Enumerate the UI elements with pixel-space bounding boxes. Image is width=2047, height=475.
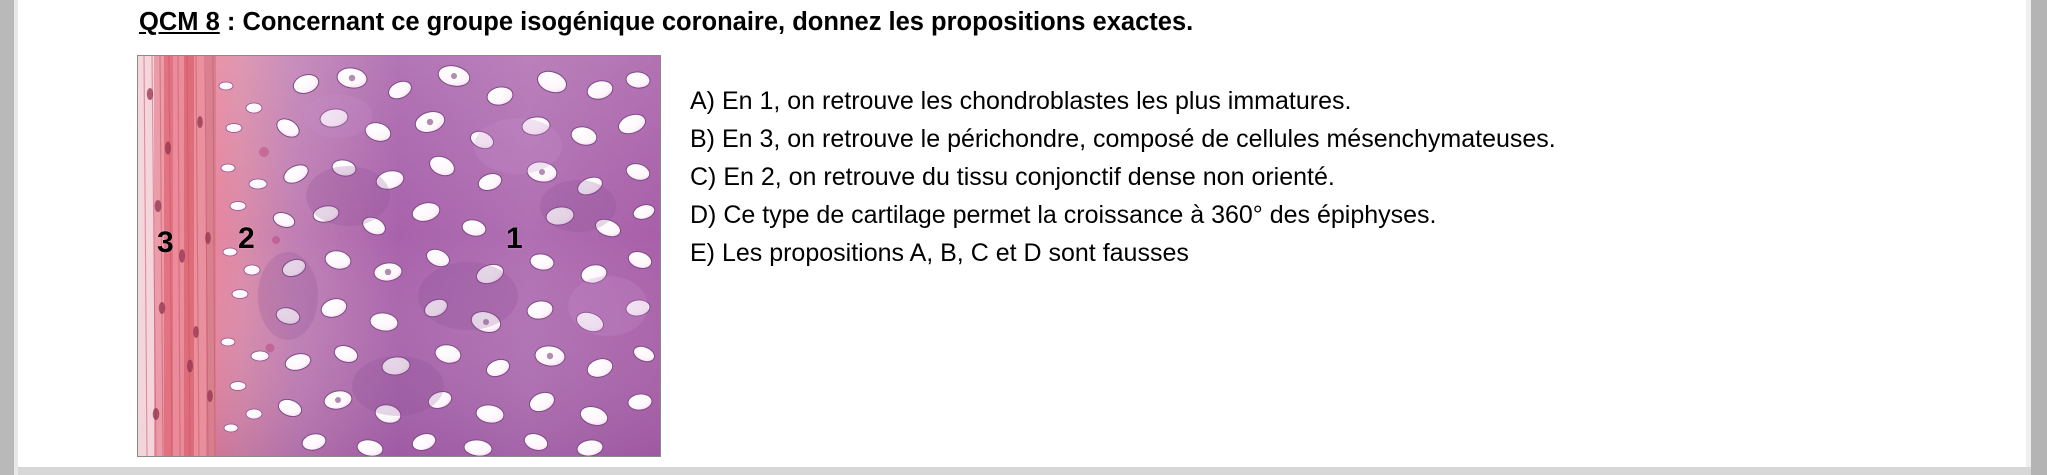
- question-separator: :: [219, 8, 243, 36]
- figure-marker-3: 3: [157, 226, 174, 259]
- histology-image: [138, 56, 660, 456]
- figure-marker-1: 1: [506, 222, 523, 255]
- page-edge-right: [2031, 0, 2047, 475]
- question-number: QCM 8: [139, 8, 220, 36]
- histology-figure: [137, 55, 661, 457]
- answer-option-c: C) En 2, on retrouve du tissu conjonctif dense non orienté.: [690, 163, 1335, 191]
- answer-option-a: A) En 1, on retrouve les chondroblastes les plus immatures.: [690, 87, 1352, 115]
- figure-marker-2: 2: [238, 222, 255, 255]
- page-edge-right-inner: [2026, 0, 2031, 475]
- question-heading: [139, 8, 1193, 37]
- answer-option-b: B) En 3, on retrouve le périchondre, composé de cellules mésenchymateuses.: [690, 125, 1556, 153]
- page-edge-left-inner: [14, 0, 18, 475]
- question-text: Concernant ce groupe isogénique coronaire, donnez les propositions exactes.: [242, 8, 1194, 36]
- answer-option-e: E) Les propositions A, B, C et D sont fausses: [690, 239, 1189, 267]
- page-edge-left: [0, 0, 14, 475]
- page-edge-bottom: [18, 467, 2031, 475]
- answer-list: [690, 82, 1990, 272]
- answer-option-d: D) Ce type de cartilage permet la croissance à 360° des épiphyses.: [690, 201, 1437, 229]
